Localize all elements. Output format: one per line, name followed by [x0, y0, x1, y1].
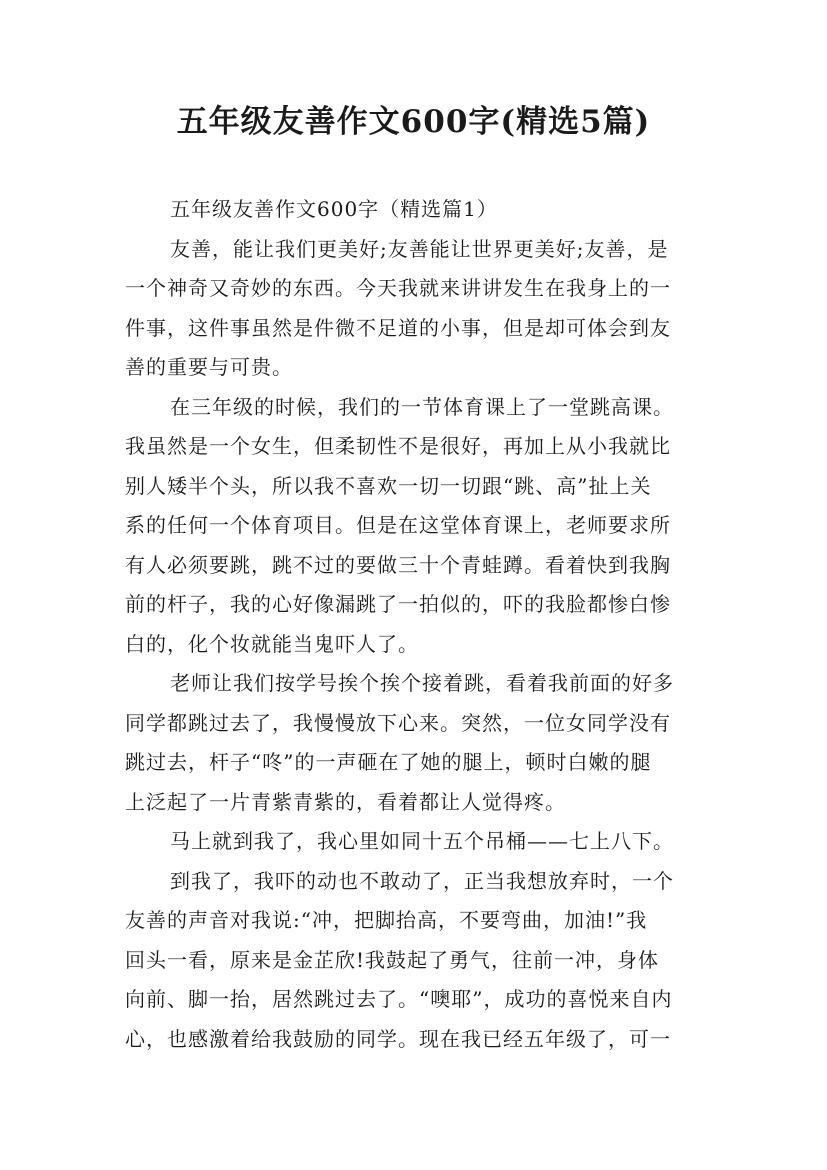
text-line: 马上就到我了，我心里如同十五个吊桶——七上八下。 — [170, 829, 674, 853]
text-line: 白的，化个妆就能当鬼吓人了。 — [125, 631, 419, 656]
document-title: 五年级友善作文600字(精选5篇) — [176, 104, 651, 140]
text-line: 善的重要与可贵。 — [125, 355, 293, 379]
text-line: 别人矮半个头，所以我不喜欢一切一切跟“跳、高”扯上关 — [125, 473, 652, 498]
text-line: 我虽然是一个女生，但柔韧性不是很好，再加上从小我就比 — [125, 434, 671, 458]
text-line: 在三年级的时候，我们的一节体育课上了一堂跳高课。 — [170, 394, 674, 419]
text-line: 同学都跳过去了，我慢慢放下心来。突然，一位女同学没有 — [125, 710, 671, 735]
text-line: 老师让我们按学号挨个挨个接着跳，看着我前面的好多 — [170, 671, 674, 695]
text-line: 到我了，我吓的动也不敢动了，正当我想放弃时，一个 — [170, 868, 674, 893]
text-line: 友善的声音对我说:“冲，把脚抬高，不要弯曲，加油!”我 — [125, 908, 648, 932]
text-line: 向前、脚一抬，居然跳过去了。“噢耶”，成功的喜悦来自内 — [125, 987, 673, 1011]
text-line: 友善，能让我们更美好;友善能让世界更美好;友善，是 — [170, 236, 669, 261]
text-line: 件事，这件事虽然是件微不足道的小事，但是却可体会到友 — [125, 315, 671, 340]
text-line: 五年级友善作文600字（精选篇1） — [170, 197, 498, 221]
text-line: 前的杆子，我的心好像漏跳了一拍似的，吓的我脸都惨白惨 — [125, 592, 671, 616]
text-line: 上泛起了一片青紫青紫的，看着都让人觉得疼。 — [125, 789, 566, 814]
document-body — [125, 190, 715, 1059]
text-line: 系的任何一个体育项目。但是在这堂体育课上，老师要求所 — [125, 513, 671, 537]
text-line: 回头一看，原来是金芷欣!我鼓起了勇气，往前一冲，身体 — [125, 947, 660, 972]
text-line: 跳过去，杆子“咚”的一声砸在了她的腿上，顿时白嫩的腿 — [125, 750, 652, 774]
text-line: 一个神奇又奇妙的东西。今天我就来讲讲发生在我身上的一 — [125, 276, 671, 300]
text-line: 心，也感激着给我鼓励的同学。现在我已经五年级了，可一 — [125, 1026, 671, 1051]
text-line: 有人必须要跳，跳不过的要做三十个青蛙蹲。看着快到我胸 — [125, 552, 671, 577]
